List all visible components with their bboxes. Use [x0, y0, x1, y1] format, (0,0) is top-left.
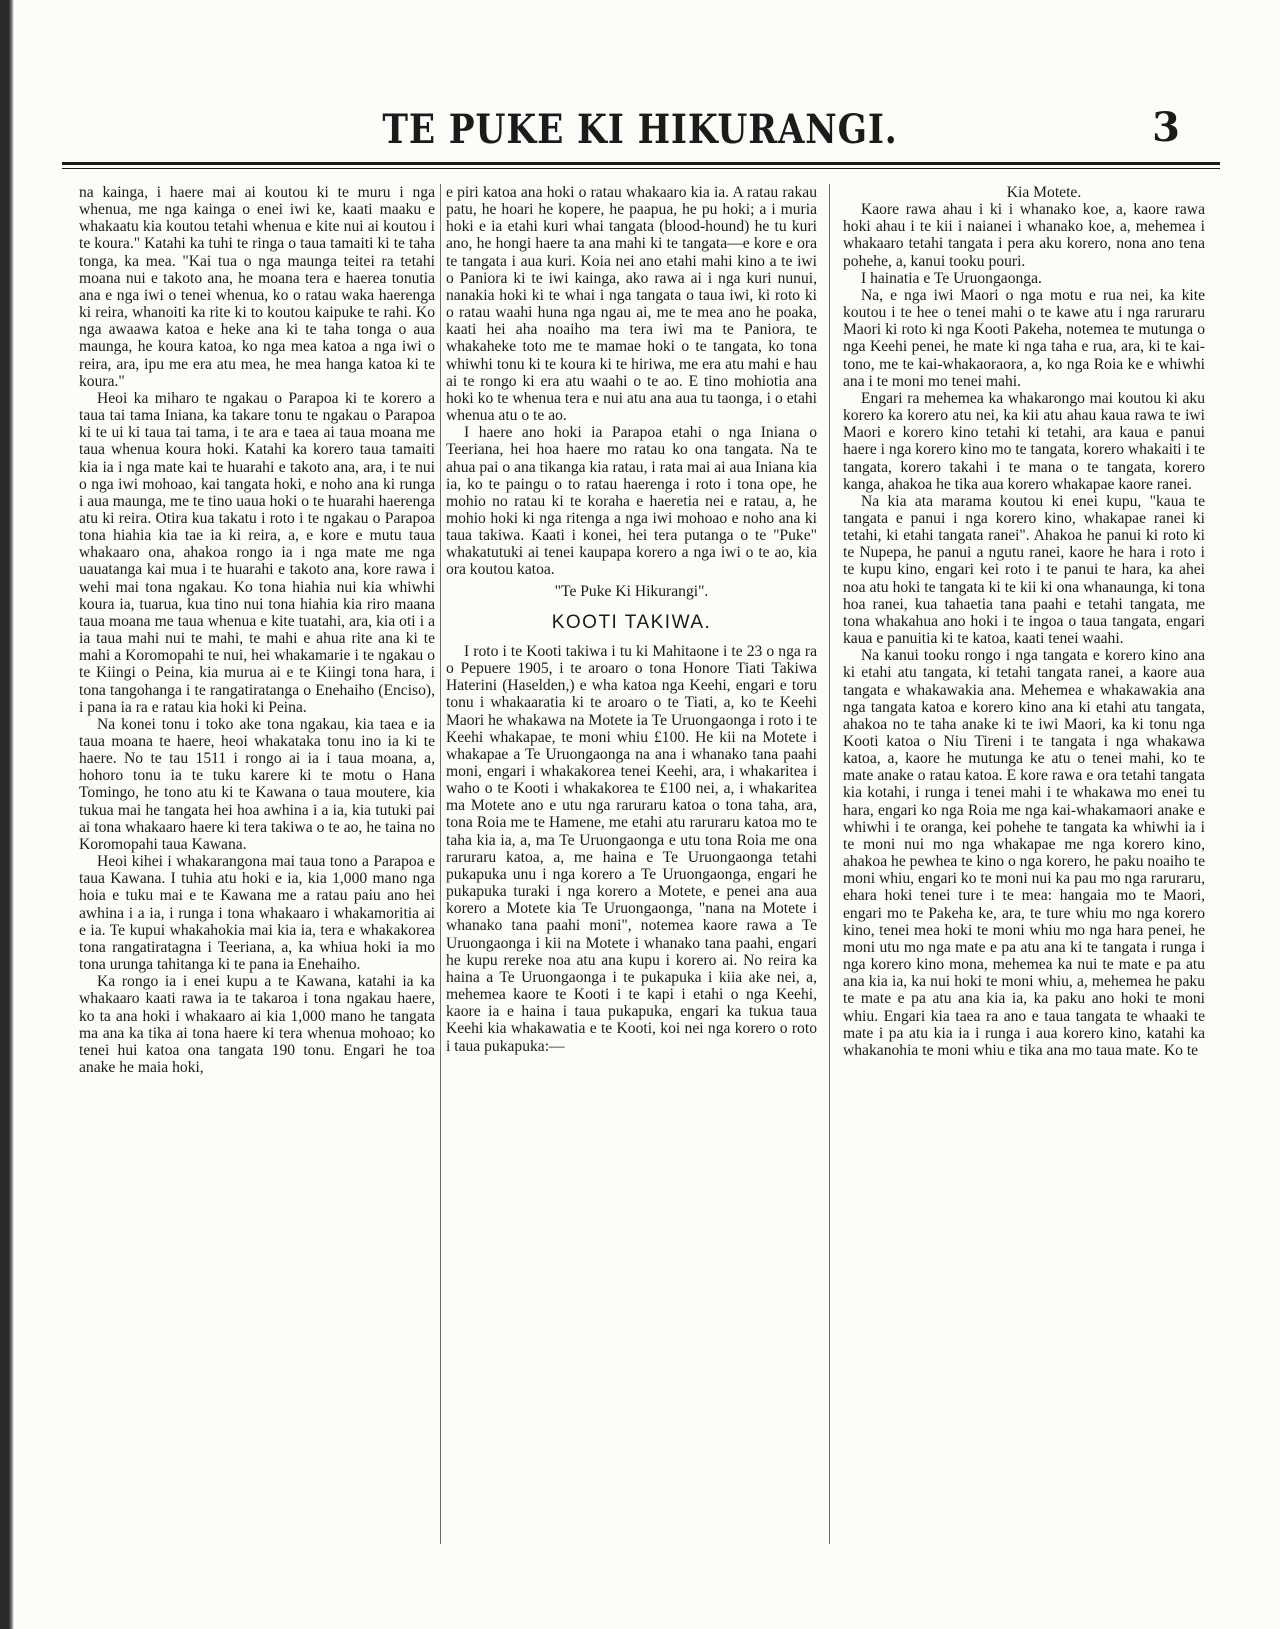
column-1	[79, 184, 435, 1564]
letter-salutation: Kia Motete.	[1006, 184, 1082, 201]
masthead-rule-thin	[62, 168, 1220, 169]
newspaper-title: TE PUKE KI HIKURANGI.	[382, 106, 898, 153]
article-paragraph: Ka rongo ia i enei kupu a te Kawana, katahi ia ka whakaaro kaati rawa ia te takaroa i tona ngakau haere, ko ta ana hoki i whakaaro ai kia 1,000 mano he tangata ma ana ka tika ai tona haere ki tera whenua mohoao; ko tenei hui katoa ona tangata 190 tonu. Engari he toa anake he maia hoki,	[79, 973, 435, 1076]
masthead	[60, 88, 1220, 168]
column-divider	[440, 184, 441, 1544]
article-paragraph: Heoi kihei i whakarangona mai taua tono a Parapoa e taua Kawana. I tuhia atu hoki e ia, kia 1,000 mano nga hoia e tuku mai e te Kawana me a ratau paiu ano hei awhina i a ia, i runga i tona whakaaro i whakamoritia ai e ia. Te kupui whakahokia mai kia ia, tera e whakakorea tona rangatiratagna i Teeriana, a, ka whiua hoki ia mo tona urunga tahitanga ki te pana ia Enehaiho.	[79, 853, 435, 974]
column-divider	[829, 184, 830, 1544]
article-paragraph: I haere ano hoki ia Parapoa etahi o nga Iniana o Teeriana, hei hoa haere mo ratau ko ona tangata. Na te ahua pai o ana tikanga kia ratau, i rata mai ai aua Iniana kia ia, ko te paingu o to ratau haerenga i roto i tona ope, he mohio no ratau ki te koraha e haeretia nei e ratau, a, he mohio hoki ki nga ritenga a nga iwi mohoao e noho ana ki taua takiwa. Kaati i konei, hei tera putanga o te "Puke" whakatutuki ai tenei kaupapa korero a nga iwi o te ao, kia ora koutou katoa.	[446, 424, 817, 579]
column-2	[446, 184, 817, 1564]
article-paragraph: Heoi ka miharo te ngakau o Parapoa ki te korero a taua tai tama Iniana, ka takare tonu te ngakau o Parapoa ki te ui ki taua tai tama, i te ara e taea ai taua moana me taua whenua koura hoki. Katahi ka korero taua tamaiti kia ia i nga mate kai te huarahi e takoto ana, ara, i te nui o nga iwi mohoao, kai tangata hoki, e noho ana ki runga i aua maunga, me te tino uaua hoki o te huarahi haerenga atu ki reira. Otira kua takatu i roto i te ngakau o Parapoa tona hiahia kia tae ia ki reira, a, e kore e mutu taua whakaaro ona, ahakoa rongo ia i nga mate me nga uauatanga kai mua i te huarahi e takoto ana, kore rawa i wehi mai tona ngakau. Ko tona hiahia nui kia whiwhi koura ia, tuarua, kua tino nui tona hiahia kia riro maana taua moana me taua whenua e kite tuatahi, ara, kia oti i a ia taua mahi nui te mahi, te mahi e ahua rite ana ki te mahi a Koromopahi te nui, hei whakamarie i te ngakau o te Kiingi o Peina, kia murua ai e te Kiingi tona hara, i tona tangohanga i te rangatiratanga o Enehaiho (Enciso), i pana ia ra e ratau kia hoki ki Peina.	[79, 389, 435, 716]
page-number: 3	[1152, 104, 1180, 151]
page-binding-edge	[0, 0, 14, 1629]
article-signature: "Te Puke Ki Hikurangi".	[554, 582, 709, 600]
masthead-rule-thick	[62, 162, 1220, 165]
column-3	[843, 184, 1205, 1564]
section-heading: KOOTI TAKIWA.	[551, 611, 712, 633]
article-paragraph: Na, e nga iwi Maori o nga motu e rua nei, ka kite koutou i te hee o tenei mahi o te kawe atu i nga raruraru Maori ki roto ki nga Kooti Pakeha, notemea te mutunga o nga Keehi penei, he mate ki nga taha e rua, ara, ki te kai-tono, me te kai-whakaoraora, a, ko nga Roia ke e whiwhi ana i te moni mo tenei mahi.	[843, 286, 1205, 390]
article-paragraph: I hainatia e Te Uruongaonga.	[861, 269, 1042, 287]
article-paragraph: Kaore rawa ahau i ki i whanako koe, a, kaore rawa hoki ahau i te kii i naianei i whanako koe, a, mehemea i whakaaro tetahi tangata i pera aku korero, nona ano tena pohehe, a, kanui tooku pouri.	[843, 201, 1205, 270]
article-paragraph: Na kia ata marama koutou ki enei kupu, "kaua te tangata e panui i nga korero kino, whakapae ranei ki tetahi, ki etahi tangata ranei". Ahakoa he panui ki roto ki te Nupepa, he panui a ngutu ranei, kaore he hara i roto i te kupu kino, engari kei roto i te panui te hara, ka ahei noa atu hoki te tangata ki te kii ki ona whanaunga, ki tona hoa ranei, kua tahaetia tana paahi e tetahi tangata, me tona whakahua ano hoki i te ingoa o taua tangata, engari kaua e panuitia ki te katoa, kaati tenei waahi.	[843, 492, 1205, 648]
article-paragraph: I roto i te Kooti takiwa i tu ki Mahitaone i te 23 o nga ra o Pepuere 1905, i te aroaro o tona Honore Tiati Takiwa Haterini (Haselden,) e wha katoa nga Keehi, engari e toru tonu i whakaaratia ki te aroaro o te Tiati, a, ko te Keehi Maori he whakawa na Motete ia Te Uruongaonga i roto i te Keehi whakapae, te moni whiu £100. He kii na Motete i whakapae a Te Uruongaonga na ana i whanako tana paahi moni, engari i whakakorea tenei Keehi, ara, i whakaritea i waho o te Kooti i whakakorea te £100 nei, a, i whakaritea ma Motete ano e utu nga raruraru katoa o tona taha, ara, tona Roia me te Hamene, me etahi atu raruraru katoa mo te taha kia ia, a, ma Te Uruongaonga e utu tona Roia me ona raruraru katoa, a, me haina e Te Uruongaonga tetahi pukapuka unu i nga korero a Te Uruongaonga, engari he pukapuka turaki i nga korero a Motete, e penei ana aua korero a Motete kia Te Uruongaonga, "nana na Motete i whanako tana paahi moni", notemea kaore rawa a Te Uruongaonga i kii na Motete i whanako tana paahi, engari he kupu rereke noa atu ana kupu i korero ai. No reira ka haina a Te Uruongaonga i te pukapuka i kiia ake nei, a, mehemea kaore te Kooti i te kapi i etahi o nga Keehi, kaore ia e haina i taua pukapuka, engari ka tukua taua Keehi kia whakawatia e te Kooti, koi nei nga korero o roto i taua pukapuka:—	[446, 642, 817, 1055]
article-paragraph: e piri katoa ana hoki o ratau whakaaro kia ia. A ratau rakau patu, he hoari he kopere, he paapua, he pu hoki; a i muria hoki e ia etahi kuri whai tangata (blood-hound) he tu kuri ano, he hongi haere ta ana mahi ki te tangata—e kore e ora te tangata i aua kuri. Koia nei ano etahi mahi kino a te iwi o Paniora ki te iwi kainga, ako rawa ai i nga kuri nunui, nanakia hoki ki te whai i nga tangata o taua iwi, ki roto ki o ratau waahi huna nga ngau ai, me te mea ano he poaka, kaati hei aha noaiho ma tera iwi ma te Paniora, te whakaheke toto me te mamae hoki o te tangata, ko tona whiwhi tonu ki te koura ki te hiriwa, me era atu mahi e hau ai te rongo ki era atu waahi o te ao. E tino mohiotia ana hoki ko te whenua tera e nui atu ana aua tu taonga, i o etahi whenua atu o te ao.	[446, 184, 817, 425]
article-paragraph: Na konei tonu i toko ake tona ngakau, kia taea e ia taua moana te haere, heoi whakataka tonu ino ia ki te haere. No te tau 1511 i rongo ai ia i taua moana, a, hohoro tonu ia te tuku karere ki te motu o Hana Tomingo, he tono atu ki te Kawana o taua moutere, kia tukua mai he tangata hei hoa awhina i a ia, kia tutuki pai ai tona whakaaro haere ki tera takiwa o te ao, he taina no Koromopahi taua Kawana.	[79, 715, 435, 853]
article-paragraph: Engari ra mehemea ka whakarongo mai koutou ki aku korero ka korero atu nei, ka kii atu ahau kaua rawa te iwi Maori e korero kino tetahi ki tetahi, ara kaua e panui haere i nga korero kino mo te tangata, korero whakaiti i te tangata, korero takahi i te mana o te tangata, korero kanga, ahakoa he tika aua korero whakapae kaore ranei.	[843, 389, 1205, 493]
article-paragraph: na kainga, i haere mai ai koutou ki te muru i nga whenua, me nga kainga o enei iwi ke, kaati maaku e whakaatu kia koutou tetahi whenua e kite nui ai koutou i te koura." Katahi ka tuhi te ringa o taua tamaiti ki te taha tonga, ka mea. "Kai tua o nga maunga teitei ra tetahi moana nui e takoto ana, he moana tera e haerea tonutia ana e nga iwi o tenei whenua, ko o ratau waka haerenga ki reira, whanoiti ka rite ki to koutou kaipuke te rahi. Ko nga awaawa katoa e heke ana ki te taha tonga o aua maunga, he koura katoa, ko nga mea katoa a nga iwi o reira, ara, ipu me era atu mea, he mea hanga katoa ki te koura."	[79, 184, 435, 390]
article-paragraph: Na kanui tooku rongo i nga tangata e korero kino ana ki etahi atu tangata, ki tetahi tangata ranei, a kaore aua tangata e whakawakia ana. Mehemea e whakawakia ana nga tangata katoa e korero kino ana ki etahi atu tangata, ahakoa no te taha anake ki te iwi Maori, ka ki tonu nga Kooti katoa o Niu Tireni i te tangata i nga whakawa katoa, a, kaore he mutunga ke atu o tenei mahi, ko te mate anake o ratau katoa. E kore rawa e ora tetahi tangata kia kotahi, i runga i tenei mahi i te whakawa mo enei tu hara, engari ko nga Roia me nga kai-whakamaori anake e whiwhi i te oranga, kei pohehe te tangata ka whiwhi ia i te moni nui mo nga whakapae me nga korero kino, ahakoa he pewhea te kino o nga korero, he paku noaiho te moni whiu, engari ko te moni nui ka pau mo nga raruraru, ehara hoki tenei ture i te mea: hangaia mo te Maori, engari mo te Pakeha ke, ara, te ture whiu mo nga korero kino, tenei mea hoki te moni whiu mo nga hara penei, he moni utu mo nga mate e pa atu ana ki te tangata i runga i nga korero kino mona, mehemea ka nui te mate e pa atu ana kia ia, ka nui hoki te moni whiu, a, mehemea he paku te mate e pa atu ana kia ia, ka paku ano hoki te moni whiu. Engari kia taea ra ano e taua tangata te whaaki te mate i pa atu kia ia i runga i aua korero kino, katahi ka whakanohia te moni whiu e tika ana mo taua mate. Ko te	[843, 647, 1205, 1059]
